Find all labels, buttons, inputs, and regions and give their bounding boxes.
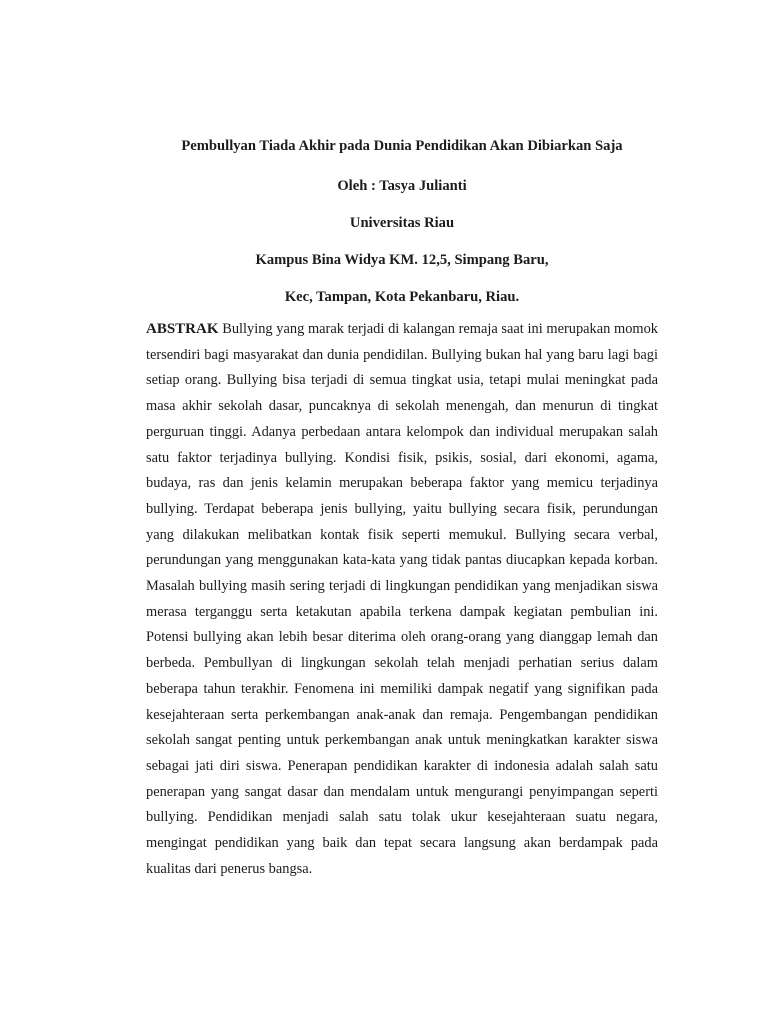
address-line-1: Kampus Bina Widya KM. 12,5, Simpang Baru, <box>255 252 549 268</box>
address-line-2: Kec, Tampan, Kota Pekanbaru, Riau. <box>284 289 520 305</box>
abstract-paragraph <box>146 317 658 882</box>
abstract-label: ABSTRAK <box>146 321 219 337</box>
university-name: Universitas Riau <box>349 215 455 231</box>
abstract-body: Bullying yang marak terjadi di kalangan remaja saat ini merupakan momok tersendiri bagi masyarakat dan dunia pendidilan. Bullying bukan hal yang baru lagi bagi setiap orang. Bullying bisa terjadi di semua tingkat usia, tetapi mulai meningkat pada masa akhir sekolah dasar, puncaknya di sekolah menengah, dan menurun di tingkat perguruan tinggi. Adanya perbedaan antara kelompok dan individual merupakan salah satu faktor terjadinya bullying. Kondisi fisik, psikis, sosial, dari ekonomi, agama, budaya, ras dan jenis kelamin merupakan beberapa faktor yang memicu terjadinya bullying. Terdapat beberapa jenis bullying, yaitu bullying secara fisik, perundungan yang dilakukan melibatkan kontak fisik seperti memukul. Bullying secara verbal, perundungan yang menggunakan kata-kata yang tidak pantas diucapkan kepada korban. Masalah bullying masih sering terjadi di lingkungan pendidikan yang menjadikan siswa merasa terganggu serta ketakutan apabila terkena dampak kegiatan pembulian ini. Potensi bullying akan lebih besar diterima oleh orang-orang yang dianggap lemah dan berbeda. Pembullyan di lingkungan sekolah telah menjadi perhatian serius dalam beberapa tahun terakhir. Fenomena ini memiliki dampak negatif yang signifikan pada kesejahteraan serta perkembangan anak-anak dan remaja. Pengembangan pendidikan sekolah sangat penting untuk perkembangan anak untuk meningkatkan karakter siswa sebagai jati diri siswa. Penerapan pendidikan karakter di indonesia adalah salah satu penerapan yang sangat dasar dan mendalam untuk mengurangi penyimpangan seperti bullying. Pendidikan menjadi salah satu tolak ukur kesejahteraan suatu negara, mengingat pendidikan yang baik dan tepat secara langsung akan berdampak pada kualitas dari penerus bangsa. <box>146 321 658 877</box>
author-line: Oleh : Tasya Julianti <box>337 178 467 194</box>
paper-title: Pembullyan Tiada Akhir pada Dunia Pendidikan Akan Dibiarkan Saja <box>181 138 623 154</box>
